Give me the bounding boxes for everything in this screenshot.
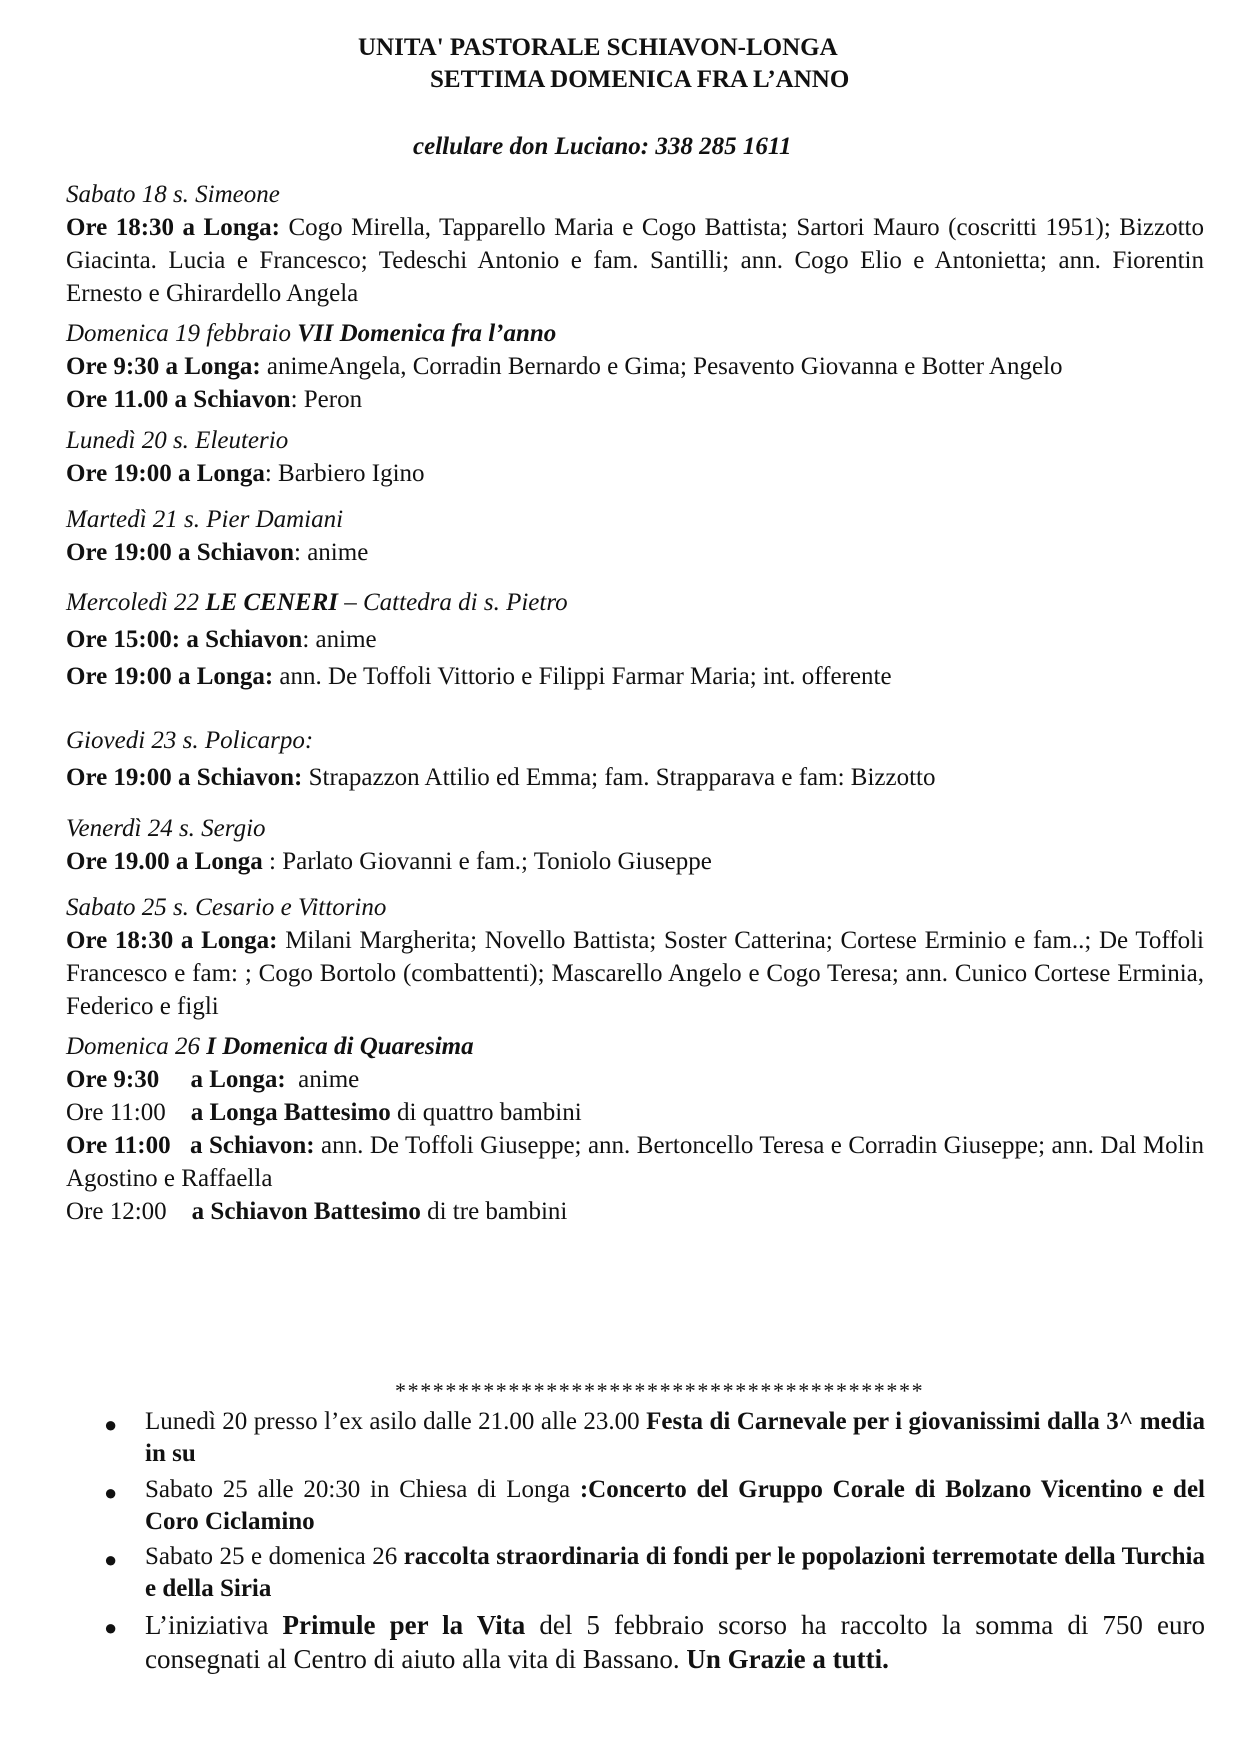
mass-entry <box>66 924 1204 1023</box>
day-block <box>66 584 1204 695</box>
mass-time: Ore 19:00 a Schiavon <box>66 539 295 566</box>
day-feast: VII Domenica fra l’anno <box>297 320 557 347</box>
notice-text: del 5 febbraio scorso ha raccolto la somma di 750 euro consegnati al Centro di aiuto alla vita di Bassano. <box>145 1610 1205 1674</box>
mass-entry <box>66 1063 1204 1096</box>
mass-intentions: : Peron <box>290 386 363 413</box>
mass-time-plain: Ore 12:00 <box>66 1198 192 1225</box>
mass-intentions: : Barbiero Igino <box>264 460 425 487</box>
mass-time: Ore 18:30 a Longa: <box>66 927 278 954</box>
mass-intentions: : anime <box>302 626 377 653</box>
day-block <box>66 722 1204 796</box>
day-heading: Lunedì 20 s. Eleuterio <box>66 427 289 454</box>
day-heading <box>66 1030 1204 1063</box>
mass-time: Ore 19:00 a Longa <box>66 460 265 487</box>
mass-time: Ore 19:00 a Longa: <box>66 663 274 690</box>
mass-time: Ore 11.00 a Schiavon <box>66 386 291 413</box>
bullet-icon: ● <box>104 1412 118 1437</box>
day-block <box>66 891 1204 1023</box>
mass-intentions: : anime <box>294 539 369 566</box>
mass-time: Ore 9:30 a Longa: <box>66 353 261 380</box>
day-heading: Martedì 21 s. Pier Damiani <box>66 506 344 533</box>
day-block <box>66 178 1204 310</box>
mass-intentions: animeAngela, Corradin Bernardo e Gima; Pesavento Giovanna e Botter Angelo <box>260 353 1063 380</box>
mass-time: Ore 18:30 a Longa: <box>66 214 280 241</box>
day-block <box>66 503 1204 569</box>
mass-intentions: Cogo Mirella, Tapparello Maria e Cogo Battista; Sartori Mauro (coscritti 1951); Bizzotto Giacinta. Lucia e Francesco; Tedeschi Antonio e fam. Santilli; ann. Cogo Elio e Antonietta; ann. Fiorentin Ernesto e Ghirardello Angela <box>66 214 1204 307</box>
mass-entry <box>66 621 1204 658</box>
mass-time: Ore 19.00 a Longa <box>66 848 263 875</box>
bullet-icon: ● <box>104 1547 118 1572</box>
notice-text: Lunedì 20 presso l’ex asilo dalle 21.00 alle 23.00 <box>145 1408 647 1435</box>
day-block <box>66 424 1204 490</box>
notice-text: Sabato 25 alle 20:30 in Chiesa di Longa <box>145 1476 580 1503</box>
mass-time: Ore 19:00 a Schiavon: <box>66 764 303 791</box>
page-subtitle: SETTIMA DOMENICA FRA L’ANNO <box>430 66 850 93</box>
mass-entry <box>66 658 1204 695</box>
separator: ****************************************** <box>395 1378 925 1403</box>
mass-time: Ore 15:00: a Schiavon <box>66 626 303 653</box>
bullet-icon: ● <box>104 1615 118 1640</box>
mass-intentions: di quattro bambini <box>390 1099 582 1126</box>
mass-intentions: Strapazzon Attilio ed Emma; fam. Strapparava e fam: Bizzotto <box>302 764 936 791</box>
phone-contact: cellulare don Luciano: 338 285 1611 <box>413 133 792 160</box>
mass-entry <box>66 759 1204 796</box>
day-heading: Sabato 25 s. Cesario e Vittorino <box>66 894 387 921</box>
day-date: Domenica 19 febbraio <box>66 320 298 347</box>
day-block <box>66 1030 1204 1228</box>
mass-intentions: anime <box>285 1066 360 1093</box>
day-date: Mercoledì 22 <box>66 589 206 616</box>
mass-intentions: di tre bambini <box>420 1198 568 1225</box>
day-feast: LE CENERI <box>205 589 338 616</box>
mass-entry <box>66 536 1204 569</box>
day-feast: I Domenica di Quaresima <box>206 1033 474 1060</box>
mass-entry <box>66 211 1204 310</box>
mass-intentions: Milani Margherita; Novello Battista; Soster Catterina; Cortese Erminio e fam..; De Toffoli Francesco e fam: ; Cogo Bortolo (combattenti); Mascarello Angelo e Cogo Teresa; ann. Cunico Cortese Erminia, Federico e figli <box>66 927 1204 1020</box>
notice-highlight: Festa di Carnevale per i giovanissimi dalla 3^ media in su <box>145 1408 1205 1467</box>
mass-entry <box>66 457 1204 490</box>
notice-item <box>145 1406 1205 1470</box>
notice-highlight: raccolta straordinaria di fondi per le popolazioni terremotate della Turchia e della Siria <box>145 1543 1205 1602</box>
mass-time-plain: Ore 11:00 <box>66 1099 191 1126</box>
mass-entry <box>66 1195 1204 1228</box>
notice-highlight: :Concerto del Gruppo Corale di Bolzano Vicentino e del Coro Ciclamino <box>145 1476 1205 1535</box>
notice-item <box>145 1608 1205 1676</box>
mass-time: Ore 9:30 a Longa: <box>66 1066 286 1093</box>
bullet-icon: ● <box>104 1480 118 1505</box>
notice-item <box>145 1474 1205 1538</box>
day-block <box>66 812 1204 878</box>
mass-entry <box>66 845 1204 878</box>
day-heading <box>66 317 1204 350</box>
page-title: UNITA' PASTORALE SCHIAVON-LONGA <box>358 34 838 61</box>
mass-place: a Longa Battesimo <box>190 1099 391 1126</box>
mass-entry <box>66 350 1204 383</box>
day-saint: – Cattedra di s. Pietro <box>338 589 568 616</box>
mass-place: a Schiavon Battesimo <box>191 1198 421 1225</box>
notice-highlight: Un Grazie a tutti. <box>686 1644 889 1674</box>
day-heading: Sabato 18 s. Simeone <box>66 181 280 208</box>
mass-intentions: ann. De Toffoli Giuseppe; ann. Bertoncello Teresa e Corradin Giuseppe; ann. Dal Molin Agostino e Raffaella <box>66 1132 1205 1192</box>
day-date: Domenica 26 <box>66 1033 207 1060</box>
day-heading <box>66 584 1204 621</box>
mass-intentions: ann. De Toffoli Vittorio e Filippi Farmar Maria; int. offerente <box>273 663 892 690</box>
mass-entry <box>66 383 1204 416</box>
notice-highlight: Primule per la Vita <box>282 1610 526 1640</box>
day-block <box>66 317 1204 416</box>
notice-text: L’iniziativa <box>145 1610 283 1640</box>
day-heading: Giovedi 23 s. Policarpo: <box>66 727 314 754</box>
notice-item <box>145 1541 1205 1605</box>
day-heading: Venerdì 24 s. Sergio <box>66 815 266 842</box>
mass-time: Ore 11:00 a Schiavon: <box>66 1132 315 1159</box>
mass-intentions: : Parlato Giovanni e fam.; Toniolo Giuseppe <box>262 848 712 875</box>
mass-entry <box>66 1096 1204 1129</box>
notice-text: Sabato 25 e domenica 26 <box>145 1543 404 1570</box>
mass-entry <box>66 1129 1204 1195</box>
